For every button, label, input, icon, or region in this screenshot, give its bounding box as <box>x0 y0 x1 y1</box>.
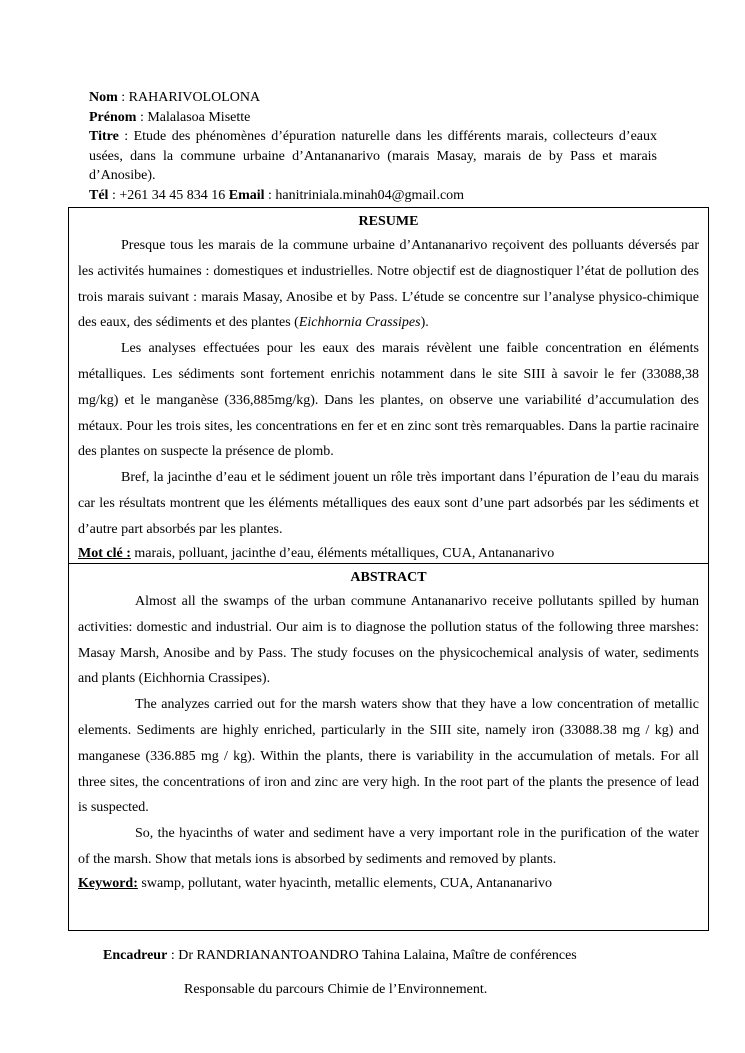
resume-paragraph-2: Les analyses effectuées pour les eaux des marais révèlent une faible concentration en éléments métalliques. Les sédiments sont fortement enrichis notamment dans le site SIII à savoir le fer (33088,38 mg/kg) et le manganèse (336,885mg/kg). Dans les plantes, on observe une variabilité d’accumulation des métaux. Pour les trois sites, les concentrations en fer et en zinc sont très remarquables. Dans la partie racinaire des plantes on suspecte la présence de plomb. <box>78 341 699 460</box>
nom-value: RAHARIVOLOLONA <box>128 90 261 105</box>
nom-label: Nom <box>89 90 118 105</box>
author-header <box>89 88 657 205</box>
resume-keywords <box>78 543 699 565</box>
resume-p1-species: Eichhornia Crassipes <box>298 315 421 331</box>
email-label: Email <box>228 187 265 203</box>
resume-p1-text: Presque tous les marais de la commune urbaine d’Antananarivo reçoivent des polluants déversés par les activités humaines : domestiques et industrielles. Notre objectif est de diagnostiquer l’état de pollution des trois marais suivant : marais Masay, Anosibe et by Pass. L’étude se concentre sur l’analyse physico-chimique des eaux, des sédiments et des plantes ( <box>78 238 699 331</box>
resume-box <box>68 207 709 564</box>
resume-paragraph-3: Bref, la jacinthe d’eau et le sédiment jouent un rôle très important dans l’épuration de l’eau du marais car les résultats montrent que les éléments métalliques des eaux sont d’une part adsorbés par les sédiments et d’autre part absorbés par les plantes. <box>78 470 699 537</box>
abstract-keywords-label: Keyword: <box>78 875 138 891</box>
resume-keywords-label: Mot clé : <box>78 545 131 561</box>
abstract-paragraph-2: The analyzes carried out for the marsh waters show that they have a low concentration of metallic elements. Sediments are highly enriched, particularly in the SIII site, namely iron (33088.38 mg / kg) and manganese (336.885 mg / kg). Within the plants, there is variability in the accumulation of metals. For all three sites, the concentrations of iron and zinc are very high. In the root part of the plants the presence of lead is suspected. <box>78 697 699 816</box>
tel-label: Tél <box>89 187 109 203</box>
titre-label: Titre <box>89 129 119 144</box>
prenom-value: Malalasoa Misette <box>147 109 251 125</box>
abstract-heading: ABSTRACT <box>350 570 427 585</box>
titre-line: Titre : Etude des phénomènes d’épuration naturelle dans les différents marais, collecteurs d’eaux usées, dans la commune urbaine d’Antananarivo (marais Masay, marais de by Pass et marais d’Anosibe). <box>89 129 657 183</box>
prenom-label: Prénom <box>89 109 137 125</box>
resume-heading: RESUME <box>358 214 419 229</box>
nom-line: Nom : RAHARIVOLOLONA <box>89 90 261 105</box>
prenom-line: Prénom : Malalasoa Misette <box>89 109 251 125</box>
resume-p1-end: ). <box>420 315 429 331</box>
abstract-keywords-value: swamp, pollutant, water hyacinth, metallic elements, CUA, Antananarivo <box>141 875 552 891</box>
tel-value: +261 34 45 834 16 <box>119 187 226 203</box>
abstract-box <box>68 563 709 931</box>
email-value: hanitriniala.minah04@gmail.com <box>275 187 465 203</box>
abstract-paragraph-3: So, the hyacinths of water and sediment have a very important role in the purification of the water of the marsh. Show that metals ions is absorbed by sediments and removed by plants. <box>78 826 699 867</box>
responsable-line: Responsable du parcours Chimie de l’Environnement. <box>184 982 488 997</box>
encadreur-label: Encadreur <box>103 948 168 963</box>
abstract-paragraph-1: Almost all the swamps of the urban commune Antananarivo receive pollutants spilled by human activities: domestic and industrial. Our aim is to diagnose the pollution status of the following three marshes: Masay Marsh, Anosibe and by Pass. The study focuses on the physicochemical analysis of water, sediments and plants (Eichhornia Crassipes). <box>78 594 699 687</box>
resume-paragraph-1 <box>78 233 699 336</box>
encadreur-line: Encadreur : Dr RANDRIANANTOANDRO Tahina Lalaina, Maître de conférences <box>103 948 577 963</box>
contact-line: Tél : +261 34 45 834 16 Email : hanitriniala.minah04@gmail.com <box>89 187 465 203</box>
resume-keywords-value: marais, polluant, jacinthe d’eau, éléments métalliques, CUA, Antananarivo <box>134 545 555 561</box>
encadreur-value: Dr RANDRIANANTOANDRO Tahina Lalaina, Maître de conférences <box>178 948 577 963</box>
abstract-keywords <box>78 873 699 895</box>
titre-value: Etude des phénomènes d’épuration naturelle dans les différents marais, collecteurs d’eaux usées, dans la commune urbaine d’Antananarivo (marais Masay, marais de by Pass et marais d’Anosibe). <box>89 129 657 183</box>
